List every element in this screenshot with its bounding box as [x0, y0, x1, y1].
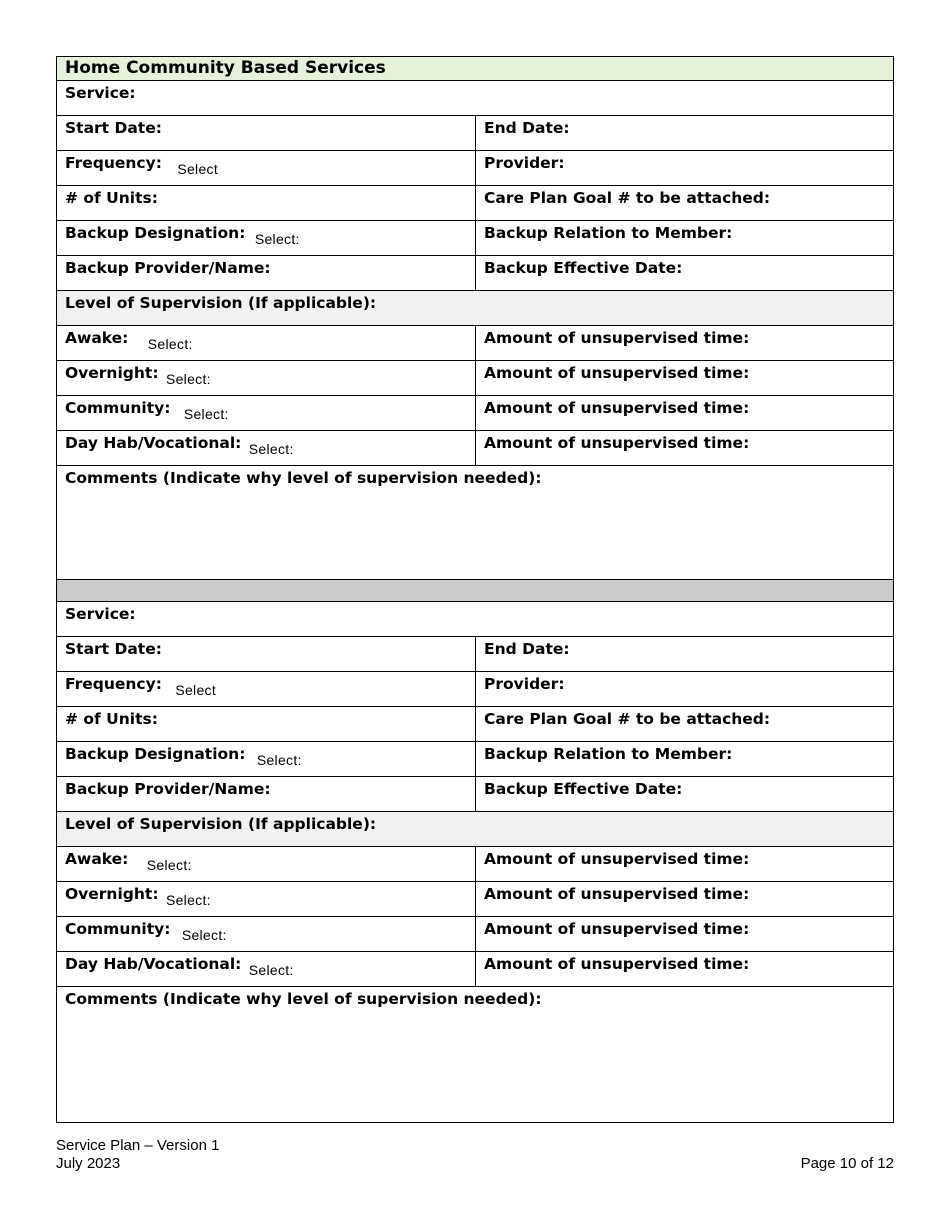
dayhab-unsupervised-field[interactable]: Amount of unsupervised time: [484, 434, 750, 452]
footer-doc-title: Service Plan – Version 1 [56, 1137, 220, 1154]
frequency-select[interactable]: Select [175, 682, 217, 698]
dayhab-label: Day Hab/Vocational: [65, 434, 242, 452]
backup-effective-date-field[interactable]: Backup Effective Date: [484, 259, 683, 277]
overnight-unsupervised-field[interactable]: Amount of unsupervised time: [484, 364, 750, 382]
frequency-field[interactable] [57, 672, 476, 706]
backup-designation-select[interactable]: Select: [256, 752, 302, 768]
dayhab-label: Day Hab/Vocational: [65, 955, 242, 973]
awake-select[interactable]: Select: [146, 857, 192, 873]
frequency-select[interactable]: Select [177, 161, 219, 177]
community-label: Community: [65, 399, 171, 417]
backup-effective-date-field[interactable]: Backup Effective Date: [484, 780, 683, 798]
frequency-field[interactable] [57, 151, 476, 185]
backup-relation-field[interactable]: Backup Relation to Member: [484, 745, 733, 763]
frequency-label: Frequency: [65, 675, 162, 693]
community-field[interactable] [57, 917, 476, 951]
awake-select[interactable]: Select: [147, 336, 193, 352]
supervision-header-row [57, 811, 893, 846]
awake-unsupervised-field[interactable]: Amount of unsupervised time: [484, 850, 750, 868]
community-unsupervised-field[interactable]: Amount of unsupervised time: [484, 399, 750, 417]
community-label: Community: [65, 920, 171, 938]
awake-label: Awake: [65, 850, 129, 868]
overnight-label: Overnight: [65, 364, 159, 382]
overnight-unsupervised-field[interactable]: Amount of unsupervised time: [484, 885, 750, 903]
backup-designation-label: Backup Designation: [65, 224, 246, 242]
awake-field[interactable] [57, 847, 476, 881]
awake-field[interactable] [57, 326, 476, 360]
frequency-row [57, 150, 893, 185]
frequency-label: Frequency: [65, 154, 162, 172]
overnight-row [57, 360, 893, 395]
backup-relation-field[interactable]: Backup Relation to Member: [484, 224, 733, 242]
dayhab-field[interactable] [57, 952, 476, 986]
footer-page-number: Page 10 of 12 [800, 1155, 894, 1172]
overnight-field[interactable] [57, 361, 476, 395]
dayhab-row [57, 951, 893, 986]
comments-field[interactable]: Comments (Indicate why level of supervision needed): [65, 990, 542, 1008]
dayhab-select[interactable]: Select: [248, 962, 294, 978]
provider-field[interactable]: Provider: [484, 154, 565, 172]
community-field[interactable] [57, 396, 476, 430]
backup-designation-field[interactable] [57, 742, 476, 776]
awake-row [57, 325, 893, 360]
dayhab-select[interactable]: Select: [248, 441, 294, 457]
community-select[interactable]: Select: [181, 927, 227, 943]
backup-provider-field[interactable]: Backup Provider/Name: [57, 777, 476, 811]
dayhab-field[interactable] [57, 431, 476, 465]
units-row [57, 185, 893, 220]
community-row [57, 916, 893, 951]
frequency-row [57, 671, 893, 706]
community-row [57, 395, 893, 430]
start-date-field[interactable]: Start Date: [57, 116, 476, 150]
comments-row [57, 986, 893, 1122]
comments-field[interactable]: Comments (Indicate why level of supervision needed): [65, 469, 542, 487]
units-field[interactable]: # of Units: [57, 707, 476, 741]
community-unsupervised-field[interactable]: Amount of unsupervised time: [484, 920, 750, 938]
backup-provider-row [57, 255, 893, 290]
units-row [57, 706, 893, 741]
supervision-label: Level of Supervision (If applicable): [65, 815, 377, 833]
backup-provider-field[interactable]: Backup Provider/Name: [57, 256, 476, 290]
community-select[interactable]: Select: [183, 406, 229, 422]
backup-provider-row [57, 776, 893, 811]
backup-designation-label: Backup Designation: [65, 745, 246, 763]
dayhab-row [57, 430, 893, 465]
overnight-row [57, 881, 893, 916]
awake-row [57, 846, 893, 881]
section-header [57, 57, 893, 81]
overnight-select[interactable]: Select: [165, 371, 211, 387]
supervision-header-row [57, 290, 893, 325]
footer-left [56, 1137, 219, 1173]
provider-field[interactable]: Provider: [484, 675, 565, 693]
service-plan-form [56, 56, 894, 1123]
end-date-field[interactable]: End Date: [484, 640, 570, 658]
service-field[interactable]: Service: [65, 84, 136, 102]
block-divider [57, 579, 893, 601]
backup-designation-row [57, 741, 893, 776]
comments-row [57, 465, 893, 579]
overnight-label: Overnight: [65, 885, 159, 903]
care-plan-goal-field[interactable]: Care Plan Goal # to be attached: [484, 189, 771, 207]
start-date-field[interactable]: Start Date: [57, 637, 476, 671]
footer-date: July 2023 [56, 1155, 121, 1172]
overnight-field[interactable] [57, 882, 476, 916]
service-row [57, 81, 893, 115]
units-field[interactable]: # of Units: [57, 186, 476, 220]
dates-row [57, 636, 893, 671]
backup-designation-select[interactable]: Select: [254, 231, 300, 247]
dayhab-unsupervised-field[interactable]: Amount of unsupervised time: [484, 955, 750, 973]
awake-unsupervised-field[interactable]: Amount of unsupervised time: [484, 329, 750, 347]
care-plan-goal-field[interactable]: Care Plan Goal # to be attached: [484, 710, 771, 728]
dates-row [57, 115, 893, 150]
awake-label: Awake: [65, 329, 129, 347]
backup-designation-field[interactable] [57, 221, 476, 255]
end-date-field[interactable]: End Date: [484, 119, 570, 137]
service-row [57, 601, 893, 636]
overnight-select[interactable]: Select: [165, 892, 211, 908]
backup-designation-row [57, 220, 893, 255]
supervision-label: Level of Supervision (If applicable): [65, 294, 377, 312]
section-title: Home Community Based Services [57, 57, 893, 80]
service-field[interactable]: Service: [65, 605, 136, 623]
